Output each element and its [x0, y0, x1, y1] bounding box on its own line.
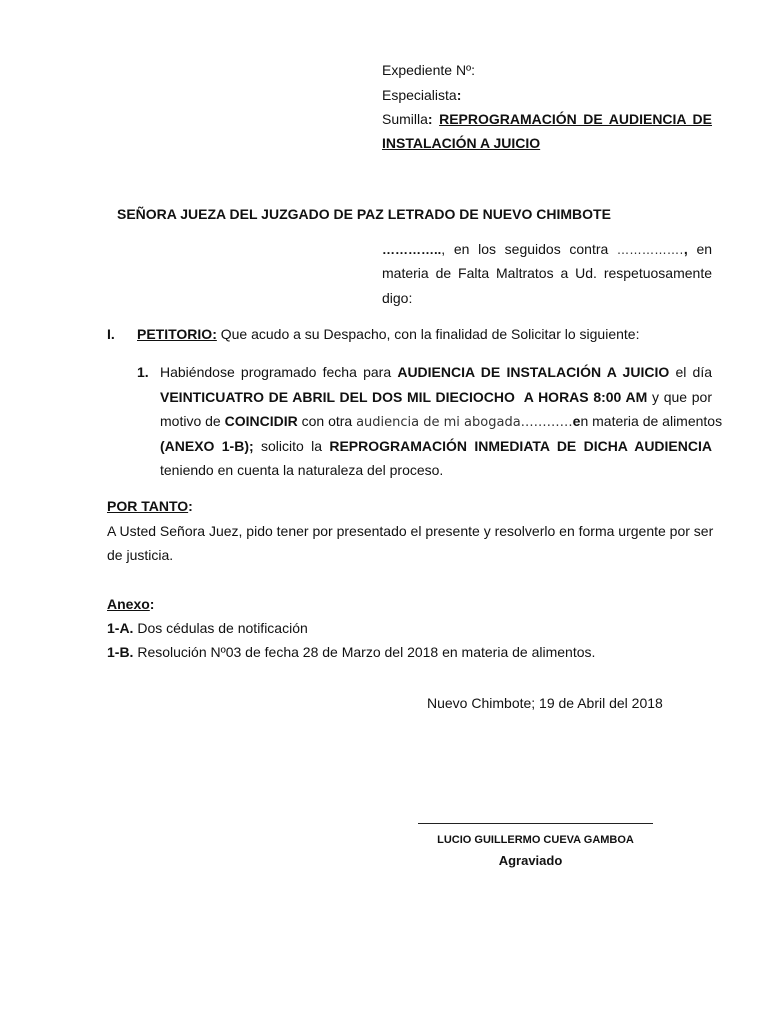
por-tanto-label: POR TANTO	[107, 498, 189, 514]
signature-role	[398, 852, 663, 870]
addressee	[117, 202, 611, 226]
item1-l1-a: Habiéndose programado fecha para	[160, 364, 392, 380]
sumilla-colon: :	[427, 111, 433, 127]
especialista-label: Especialista	[382, 87, 457, 103]
item1-l4-b: solicito la	[260, 438, 322, 454]
item1-l3-d: audiencia de mi abogada…………	[356, 415, 573, 430]
sumilla-line-2	[382, 131, 540, 155]
especialista-line	[382, 83, 461, 107]
item1-l4-c: REPROGRAMACIÓN INMEDIATA DE DICHA AUDIENCIA	[329, 438, 712, 454]
anexo-item	[107, 640, 595, 664]
signature-role-text: Agraviado	[498, 853, 563, 868]
intro-dots-1: …………..	[382, 242, 442, 257]
anexo-item-text: Resolución Nº03 de fecha 28 de Marzo del 2018 en materia de alimentos.	[137, 644, 596, 660]
sumilla-label: Sumilla	[382, 111, 428, 127]
intro-line-3	[382, 286, 412, 310]
petitorio-label: PETITORIO:	[137, 326, 217, 342]
item1-number-text: 1.	[137, 364, 149, 380]
item1-l5: teniendo en cuenta la naturaleza del proceso.	[160, 462, 444, 478]
signature-name-text: LUCIO GUILLERMO CUEVA GAMBOA	[437, 834, 634, 846]
intro-dots-2: …………….	[617, 243, 684, 257]
item1-l2-b: y que por	[652, 389, 713, 405]
item1-number	[137, 360, 149, 384]
por-tanto-line-2	[107, 543, 173, 567]
item1-l3-c: con otra	[301, 413, 353, 429]
anexo-item-code: 1-A.	[107, 620, 134, 636]
item1-l3-a: motivo de	[160, 413, 221, 429]
especialista-colon: :	[456, 87, 462, 103]
item1-l3-b: COINCIDIR	[224, 413, 298, 429]
expediente-line	[382, 58, 475, 82]
item1-line-1	[160, 360, 712, 384]
item1-line-2	[160, 385, 712, 409]
por-tanto-heading	[107, 494, 193, 518]
intro-line-3-text: digo:	[382, 290, 413, 306]
intro-text-2: en	[696, 241, 713, 257]
intro-comma: ,	[683, 241, 688, 257]
anexo-item	[107, 616, 308, 640]
item1-l1-c: el día	[675, 364, 713, 380]
por-tanto-line-1-text: A Usted Señora Juez, pido tener por presentado el presente y resolverlo en forma urgente por ser	[107, 523, 714, 539]
anexo-item-text: Dos cédulas de notificación	[137, 620, 308, 636]
addressee-text: SEÑORA JUEZA DEL JUZGADO DE PAZ LETRADO DE NUEVO CHIMBOTE	[117, 206, 611, 222]
petitorio-line	[137, 322, 639, 346]
item1-l3-e: e	[572, 413, 581, 429]
intro-line-2	[382, 261, 712, 285]
place-date	[427, 691, 663, 715]
place-date-text: Nuevo Chimbote; 19 de Abril del 2018	[427, 695, 663, 711]
anexo-item-code: 1-B.	[107, 644, 134, 660]
sumilla-text-2: INSTALACIÓN A JUICIO	[382, 135, 541, 151]
petitorio-text: Que acudo a su Despacho, con la finalidad de Solicitar lo siguiente:	[220, 326, 640, 342]
por-tanto-line-2-text: de justicia.	[107, 547, 174, 563]
expediente-label: Expediente Nº:	[382, 62, 476, 78]
intro-line-1	[382, 237, 712, 262]
sumilla-line-1	[382, 107, 712, 131]
por-tanto-line-1	[107, 519, 712, 543]
petitorio-number	[107, 322, 115, 346]
item1-l3-f: n materia de alimentos	[580, 413, 723, 429]
anexo-colon: :	[149, 596, 155, 612]
intro-text-1: , en los seguidos contra	[441, 241, 609, 257]
signature-name	[398, 832, 673, 848]
item1-line-4	[160, 434, 712, 458]
anexo-label: Anexo	[107, 596, 150, 612]
anexo-heading	[107, 592, 154, 616]
petitorio-number-text: I.	[107, 326, 115, 342]
item1-l2-a: VEINTICUATRO DE ABRIL DEL DOS MIL DIECIOCHO A HORAS 8:00 AM	[160, 389, 648, 405]
intro-line-2-text: materia de Falta Maltratos a Ud. respetuosamente	[382, 265, 712, 281]
item1-l1-b: AUDIENCIA DE INSTALACIÓN A JUICIO	[397, 364, 670, 380]
item1-line-5	[160, 458, 443, 482]
item1-l4-a: (ANEXO 1-B);	[160, 438, 254, 454]
signature-line	[418, 823, 653, 824]
sumilla-text-1: REPROGRAMACIÓN DE AUDIENCIA DE	[439, 111, 712, 127]
item1-line-3	[160, 409, 723, 435]
por-tanto-colon: :	[188, 498, 193, 514]
